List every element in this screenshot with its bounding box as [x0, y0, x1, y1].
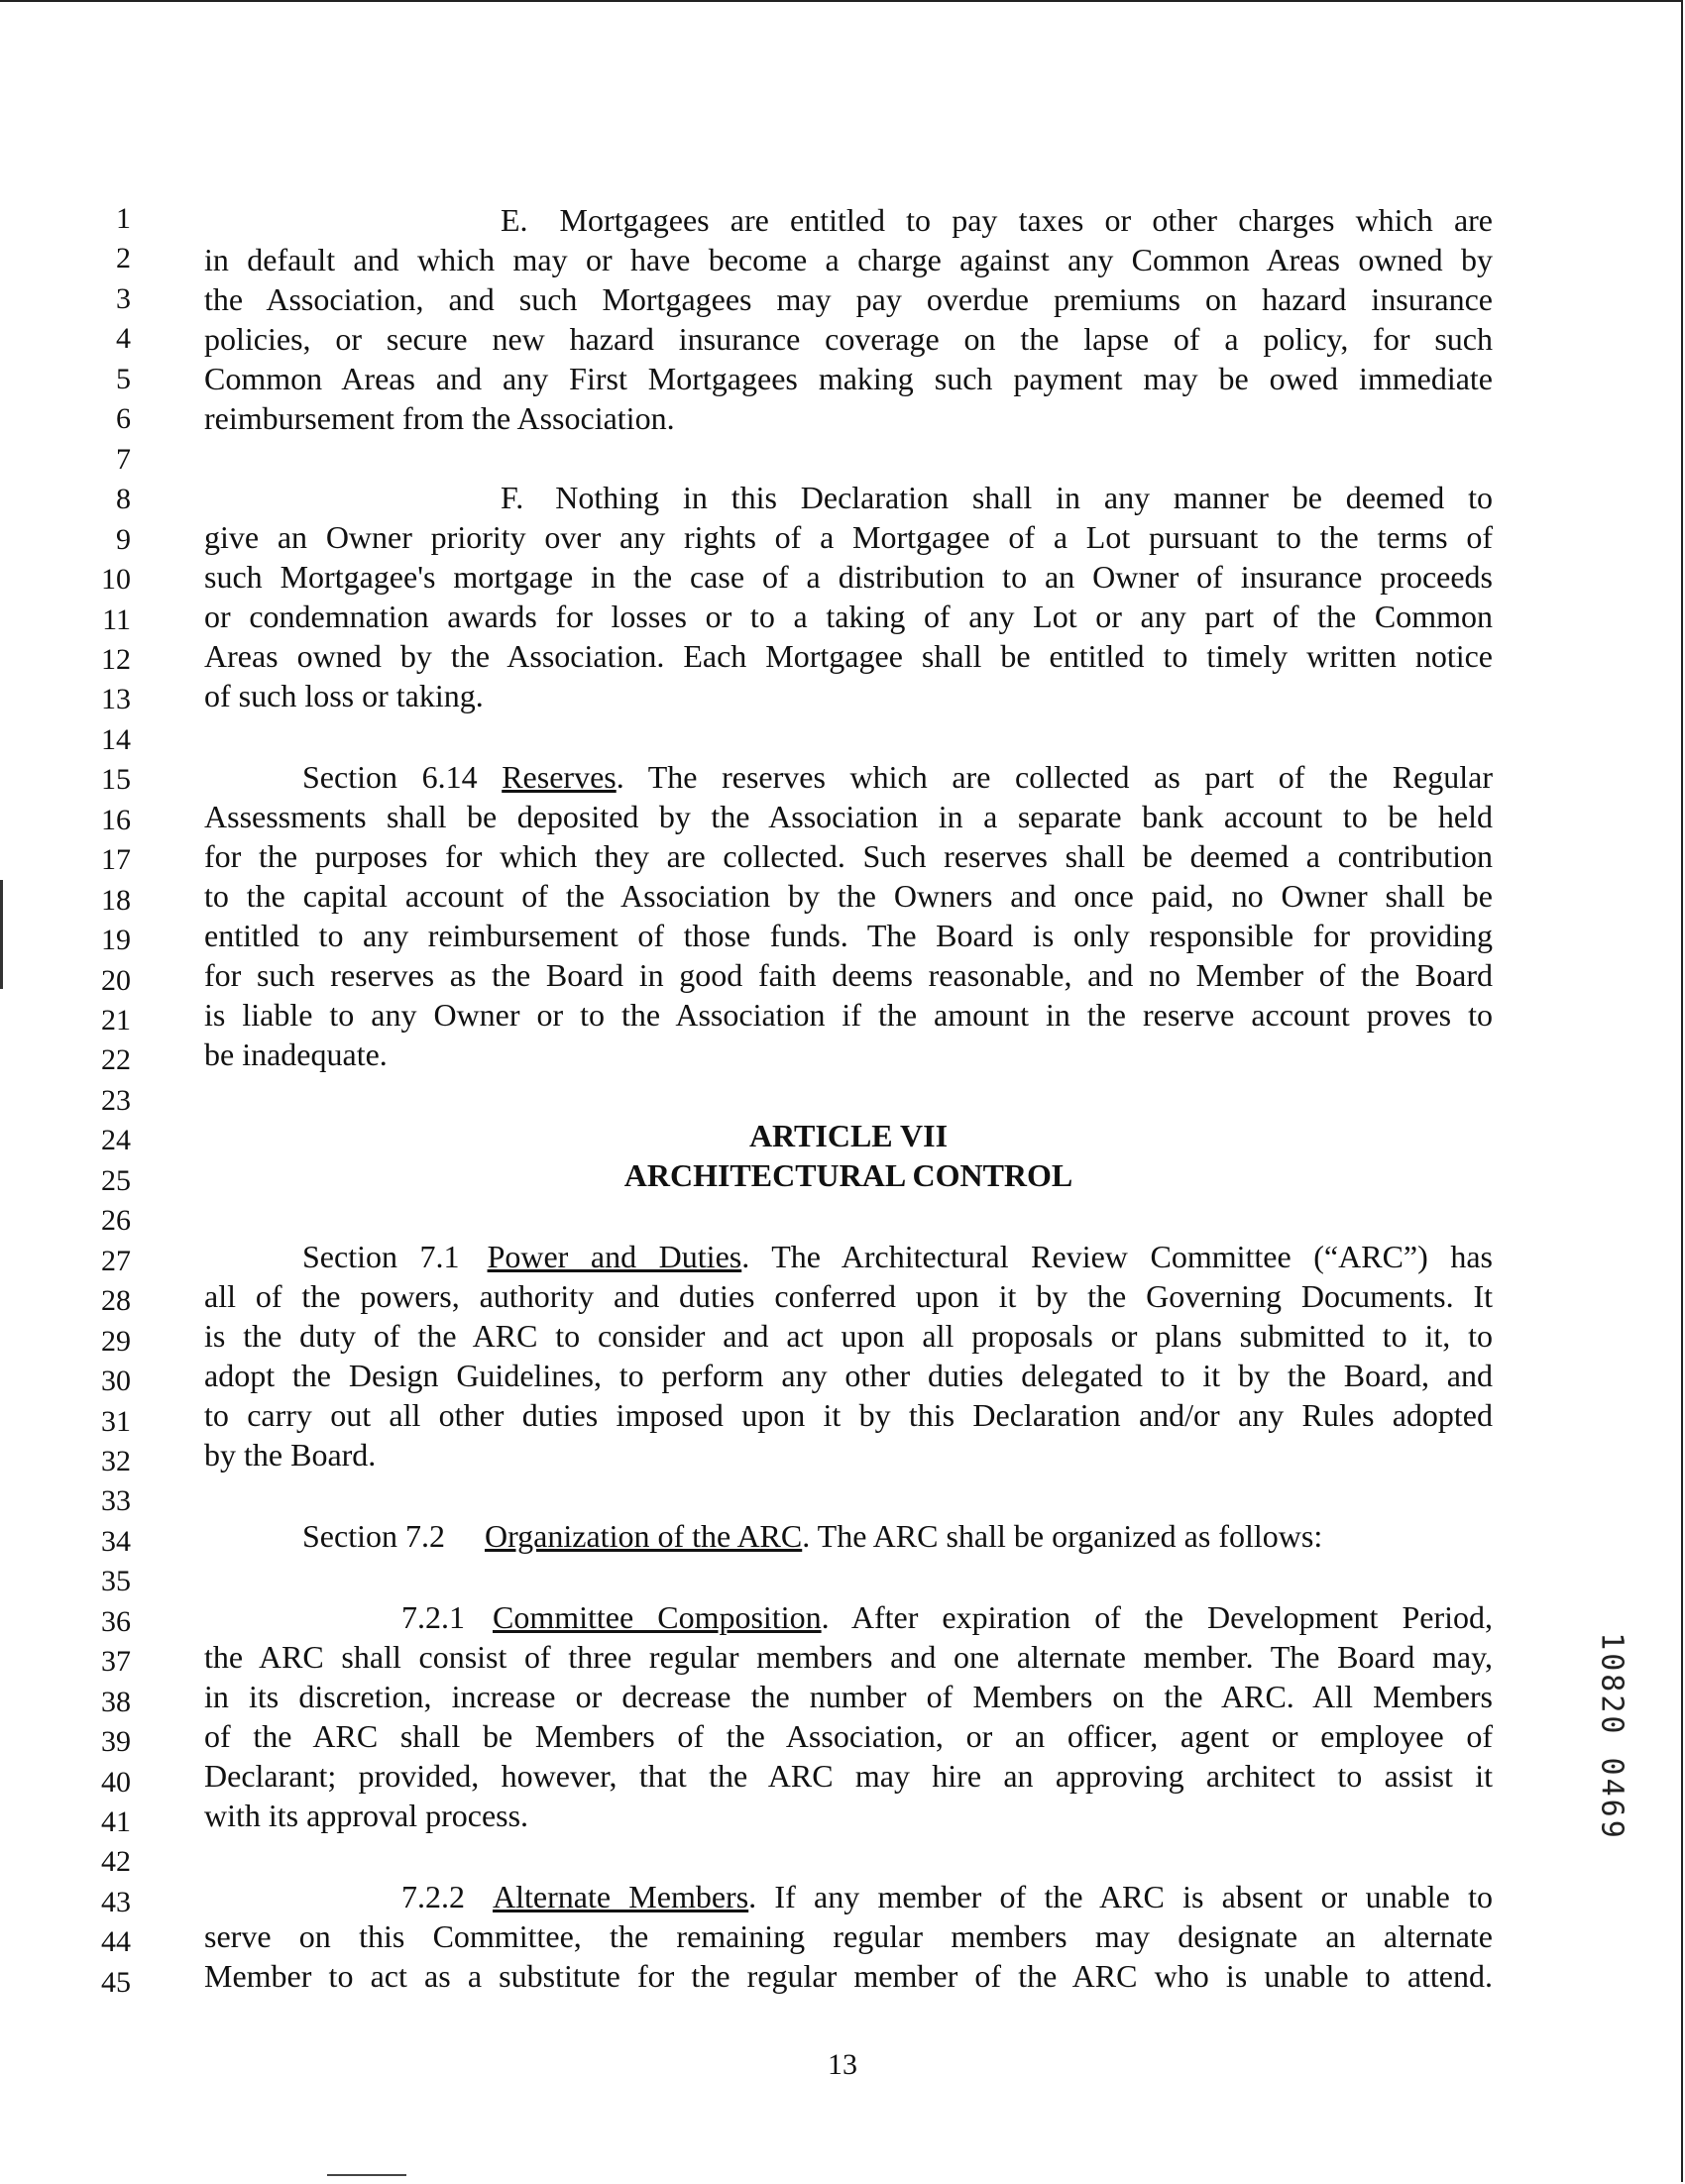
text-line: serve on this Committee, the remaining regular members may designate an alternate — [204, 1918, 1493, 1954]
line-number: 32 — [101, 1445, 131, 1477]
text-line: the ARC shall consist of three regular members and one alternate member. The Board may, — [204, 1639, 1493, 1675]
section-number: 7.2.2 — [401, 1879, 465, 1914]
line-number: 11 — [102, 603, 131, 636]
line-number: 34 — [101, 1525, 131, 1558]
text-line: 7.2.2 Alternate Members. If any member of the ARC is absent or unable to — [401, 1879, 1494, 1914]
line-number: 19 — [101, 924, 131, 956]
section-number: Section 7.2 — [302, 1518, 445, 1554]
text-line: Section 7.1 Power and Duties. The Architectural Review Committee (“ARC”) has — [302, 1239, 1494, 1274]
section-title: Organization of the ARC — [484, 1518, 803, 1554]
text-line: Section 6.14 Reserves. The reserves which are collected as part of the Regular — [302, 759, 1494, 795]
text-line: all of the powers, authority and duties conferred upon it by the Governing Documents. It — [204, 1278, 1493, 1314]
line-number: 22 — [101, 1043, 131, 1076]
line-number: 45 — [101, 1966, 131, 1999]
section-number: Section 7.1 — [302, 1239, 460, 1274]
page-number: 13 — [828, 2048, 857, 2081]
line-number: 30 — [101, 1365, 131, 1397]
text-line: 7.2.1 Committee Composition. After expiration of the Development Period, — [401, 1599, 1494, 1635]
scan-mark — [0, 880, 3, 989]
paragraph-label: F. — [501, 480, 524, 515]
line-number: 41 — [101, 1805, 131, 1838]
line-number: 17 — [101, 843, 131, 876]
section-number: Section 6.14 — [302, 759, 478, 795]
line-number: 16 — [101, 804, 131, 836]
section-title: Reserves — [502, 759, 617, 795]
line-number: 23 — [101, 1084, 131, 1117]
line-number: 15 — [101, 763, 131, 796]
text-line: Declarant; provided, however, that the ARC may hire an approving architect to assist it — [204, 1758, 1493, 1794]
line-number: 43 — [101, 1886, 131, 1918]
text-line: in default and which may or have become a charge against any Common Areas owned by — [204, 242, 1493, 277]
line-number: 26 — [101, 1204, 131, 1237]
text-line: adopt the Design Guidelines, to perform any other duties delegated to it by the Board, and — [204, 1358, 1493, 1393]
line-number: 8 — [116, 483, 131, 515]
text-line: entitled to any reimbursement of those funds. The Board is only responsible for providing — [204, 918, 1493, 953]
text-line: of the ARC shall be Members of the Association, or an officer, agent or employee of — [204, 1718, 1493, 1754]
text-line: in its discretion, increase or decrease the number of Members on the ARC. All Members — [204, 1679, 1493, 1714]
line-number: 12 — [101, 643, 131, 676]
line-number: 20 — [101, 964, 131, 997]
text-line: be inadequate. — [204, 1037, 388, 1072]
line-number: 27 — [101, 1245, 131, 1277]
line-number: 5 — [116, 363, 131, 395]
line-number: 9 — [116, 523, 131, 556]
text-line: of such loss or taking. — [204, 678, 484, 713]
section-number: 7.2.1 — [401, 1599, 465, 1635]
text-line: is liable to any Owner or to the Association if the amount in the reserve account proves to — [204, 997, 1493, 1033]
line-number: 42 — [101, 1845, 131, 1878]
text-line: is the duty of the ARC to consider and act upon all proposals or plans submitted to it, to — [204, 1318, 1493, 1354]
scan-mark — [327, 2174, 406, 2176]
line-number: 4 — [116, 322, 131, 355]
line-number: 29 — [101, 1325, 131, 1358]
text-line: by the Board. — [204, 1437, 377, 1473]
text-line: to carry out all other duties imposed upon it by this Declaration and/or any Rules adopted — [204, 1397, 1493, 1433]
recording-stamp — [1592, 1595, 1631, 1883]
line-number: 33 — [101, 1484, 131, 1517]
text-line: E. Mortgagees are entitled to pay taxes or other charges which are — [501, 202, 1493, 238]
article-title: ARCHITECTURAL CONTROL — [623, 1157, 1073, 1193]
text-line: to the capital account of the Association by the Owners and once paid, no Owner shall be — [204, 878, 1493, 914]
text-line: or condemnation awards for losses or to a taking of any Lot or any part of the Common — [204, 599, 1493, 634]
section-title: Committee Composition — [493, 1599, 822, 1635]
text-line: for such reserves as the Board in good faith deems reasonable, and no Member of the Board — [204, 957, 1493, 993]
line-number: 38 — [101, 1686, 131, 1718]
line-number: 2 — [116, 242, 131, 274]
line-number: 40 — [101, 1766, 131, 1799]
section-title: Power and Duties — [487, 1239, 742, 1274]
recording-stamp-text: 10820 0469 — [1594, 1632, 1629, 1841]
text-line: such Mortgagee's mortgage in the case of a distribution to an Owner of insurance proceeds — [204, 559, 1493, 595]
text-line: reimbursement from the Association. — [204, 400, 675, 436]
line-number: 28 — [101, 1284, 131, 1317]
text-line: Section 7.2 Organization of the ARC. The ARC shall be organized as follows: — [302, 1518, 1323, 1554]
line-number: 3 — [116, 282, 131, 315]
text-line: give an Owner priority over any rights of a Mortgagee of a Lot pursuant to the terms of — [204, 519, 1493, 555]
line-number: 1 — [116, 202, 131, 235]
line-number: 13 — [101, 683, 131, 715]
text-line: Assessments shall be deposited by the Association in a separate bank account to be held — [204, 799, 1493, 834]
line-number: 14 — [101, 723, 131, 756]
text-line: policies, or secure new hazard insurance coverage on the lapse of a policy, for such — [204, 321, 1493, 357]
text-line: F. Nothing in this Declaration shall in any manner be deemed to — [501, 480, 1493, 515]
text-line: the Association, and such Mortgagees may pay overdue premiums on hazard insurance — [204, 281, 1493, 317]
line-number: 31 — [101, 1405, 131, 1438]
line-number: 18 — [101, 884, 131, 917]
text-line: Member to act as a substitute for the regular member of the ARC who is unable to attend. — [204, 1958, 1493, 1994]
line-number: 10 — [101, 563, 131, 596]
line-number: 44 — [101, 1925, 131, 1958]
paragraph-label: E. — [501, 202, 528, 238]
section-title: Alternate Members — [493, 1879, 749, 1914]
text-line: with its approval process. — [204, 1798, 529, 1833]
line-number: 25 — [101, 1164, 131, 1197]
line-number: 6 — [116, 402, 131, 435]
line-number: 7 — [116, 443, 131, 476]
line-number: 37 — [101, 1645, 131, 1678]
line-number: 35 — [101, 1565, 131, 1597]
article-number: ARTICLE VII — [748, 1118, 949, 1153]
line-number: 21 — [101, 1004, 131, 1037]
text-line: Areas owned by the Association. Each Mortgagee shall be entitled to timely written notice — [204, 638, 1493, 674]
line-number: 24 — [101, 1124, 131, 1156]
line-number: 36 — [101, 1605, 131, 1638]
text-line: for the purposes for which they are collected. Such reserves shall be deemed a contribution — [204, 838, 1493, 874]
text-line: Common Areas and any First Mortgagees making such payment may be owed immediate — [204, 361, 1493, 396]
line-number: 39 — [101, 1725, 131, 1758]
